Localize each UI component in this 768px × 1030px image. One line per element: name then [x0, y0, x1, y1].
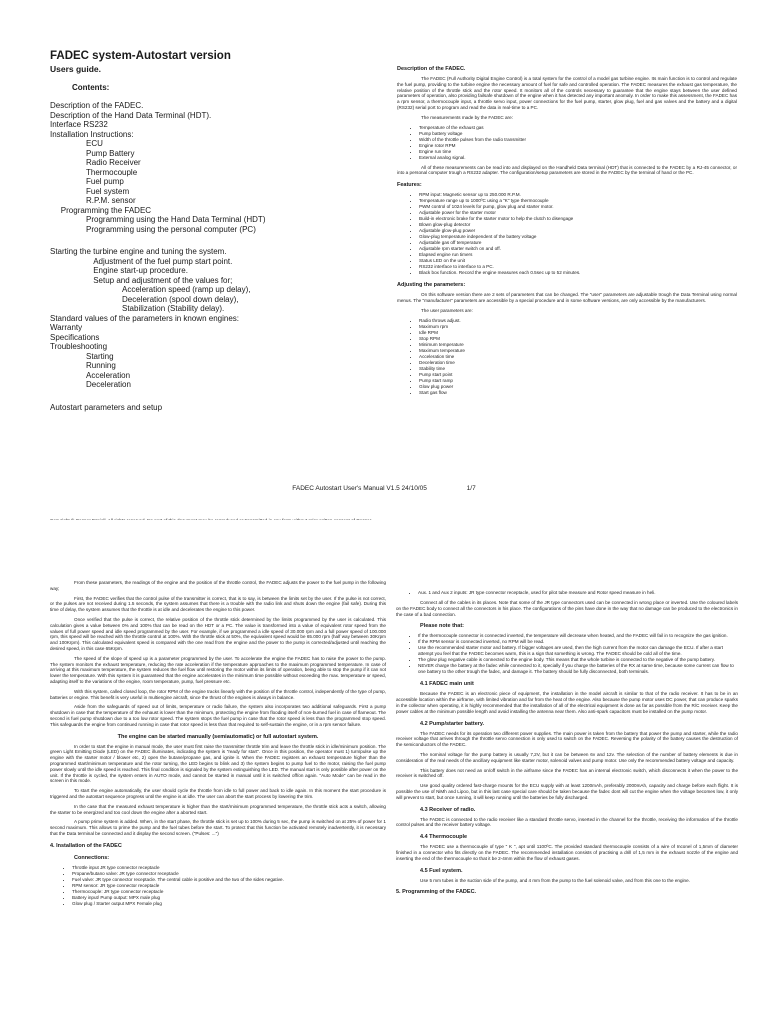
bullet-item: • Elapsed engine run timers	[419, 252, 737, 258]
toc-entry: Interface RS232	[50, 120, 108, 129]
bullet-item: • Aux. 1 and Aux 2 inputs: JR type connector receptacle, used for pilot tube measure and Rotor speed measure in heli.	[418, 590, 738, 596]
toc-entry: Pump Battery	[86, 148, 135, 158]
toc-entry: Description of the FADEC.	[50, 101, 144, 110]
bullet-item: • Engine run time	[419, 149, 737, 155]
body-paragraph: The nominal voltage for the pump battery is usually 7,2V, but it can be between 6v and 12v. The selection of the number of battery elements is due in consideration of the real needs of the ancillary equipment like starter motor, solenoid valves and pump motor. Use only the recommended battery voltage and capacity.	[396, 751, 738, 763]
bullet-item: • Glow plug / Starter output MPX Female plug	[72, 901, 386, 907]
toc-entry: Starting the turbine engine and tuning the system.	[50, 247, 227, 256]
manual-page-2	[0, 560, 768, 1024]
bullet-item: • Engine rotor RPM	[419, 143, 737, 149]
page2-left-column	[50, 580, 386, 1020]
section-heading: 4.2 Pump/starter battery.	[420, 720, 485, 727]
body-paragraph: All of these measurements can be read into and displayed on the Handheld Data terminal (HDT) that is connected to the FADEC by a RJ-45 connector, or into a personal computer trough a RS232 adapter. The configuration/setup parameters are stored in the FADEC by the terminal of hand or the PC.	[397, 164, 737, 176]
table-of-contents	[50, 101, 380, 412]
toc-entry: Engine start-up procedure.	[93, 266, 188, 275]
bullet-item: • Acceleration time	[419, 354, 737, 360]
bullet-item: • Blown glow-plug detector	[419, 222, 737, 228]
bullet-item: • NEVER charge the battery at the fadec while connected to it, specially if you charge the batteries of the RX at same time, because some current can flow to one battery to the other trough the fadec, and damage it. The battery should be fully disconnected, both terminals.	[418, 663, 738, 675]
toc-entry: Radio Receiver	[86, 158, 141, 167]
section-heading: 4. Installation of the FADEC	[50, 842, 122, 849]
bullet-list	[397, 125, 737, 161]
toc-entry: Running	[86, 361, 116, 370]
bullet-list	[396, 633, 738, 675]
bullet-item: • Propane/butano valve: JR type connector receptacle	[72, 871, 386, 877]
body-paragraph: Aside from the safeguards of speed out of limits, temperature or radio failure, the system also incorporates two additional safeguards. First a pump shutdown in case that the temperature of the exhaust is lower than the minimum, protecting the engine from flooding itself of non-burned fuel in case of flameout. The second is fuel pump shutdown due to a too low rotor speed. The system stops the fuel pump in case that the rotor speed is less than the programmed stop speed. This safeguards the engine from continued running in case that rotor speed is less than that required to self-sustain the engine, or in a rpm sensor failure.	[50, 704, 386, 727]
bullet-item: • Battery input/ Pump output: MPX male plug	[72, 895, 386, 901]
toc-entry: Programming the FADEC	[60, 205, 152, 215]
bullet-item: • Adjustable power for the starter motor	[419, 210, 737, 216]
bullet-item: • RS232 interface to interface to a PC.	[419, 264, 737, 270]
bullet-list	[396, 590, 738, 596]
toc-entry: Starting	[86, 351, 114, 361]
bullet-item: • Idle RPM	[419, 330, 737, 336]
bullet-item: • Adjustable glow-plug power	[419, 228, 737, 234]
bullet-item: • Pump battery voltage	[419, 131, 737, 137]
body-paragraph: In order to start the engine in manual mode, the user must first raise the transmitter throttle trim and leave the throttle stick in idle/minimum position. The green Light Emitting Diode (LED) on the FADEC illuminates, indicating the system is "ready for start". Once in this position, the operator must 1) turn/pulse up the engine with the starter motor / blower etc, 2) open the butane/propane gas, and ignite it. When the FADEC registers an exhaust temperature higher than the programmed start/minimum temperature and the rotor turning, the LED begins to blink and 3) the system begins to pump fuel to the motor, raising the fuel pump power slowly until the idle speed is reached. This final condition is signaled by the system extinguishing the LED. The manual start is only possible after power on the unit. If the throttle is cycled, the system enters in AUTO mode, and cannot be started in manual until it is switched off/on again. "Auto Mode" can be read in the screen in this mode.	[50, 743, 386, 784]
toc-entry: Programming using the Hand Data Terminal (HDT)	[86, 215, 266, 224]
section-heading: Connections:	[74, 854, 110, 861]
section-heading: The engine can be started manually (semiautomatic) or full autostart system.	[117, 733, 319, 740]
document-subtitle: Users guide.	[50, 64, 102, 74]
bullet-item: • If the RPM sensor is connected inverted, no RPM will be read.	[418, 639, 738, 645]
page-gap	[0, 520, 768, 560]
page-footer	[0, 485, 768, 492]
bullet-item: • Pump start point	[419, 372, 737, 378]
toc-entry: Fuel pump	[86, 177, 124, 186]
toc-entry: Standard values of the parameters in known engines:	[50, 313, 240, 323]
body-paragraph: Once verified that the pulse is correct, the relative position of the throttle stick determined by the limits programmed by the user is calculated. This calculation gives a value between 0% and 100% that can be read on the HDT or a PC. The value is transformed into a value of equivalent rotor speed from the values of full power speed and idle speed programmed by the user. For example, if we programmed a idle speed of 30.000 rpm and a full power speed of 100.000 rpm, this speed will be reached with the throttle control at 100%. With the throttle stick at 50%, the equivalent speed would be 65.000 rpm (half way between 30Krpm and 100Krpm). This calculated equivalent speed is compared with the one read from the engine and the power to the pump is corrected/adjusted until reaching the desired speed, in this case 65Krpm.	[50, 616, 386, 651]
body-paragraph: The FADEC use a thermocouple of type " K ", apt until 1100ºC. The provided standard thermocouple consists of a wire of Inconel of 1,5mm of diameter finished in a connector who fits directly on the FADEC. The recommended installation consists of practising a drill of 1,5 mm in the exhaust nozzle of the engine and inserting the end of the thermocouple so that it be 2-4mm within the flow of exhaust gases.	[396, 844, 738, 861]
body-paragraph: Use good quality ordered fast-charge mounts for the ECU supply with at least 1200mAh, preferably 2000mAh, capacity and charge before each flight. It is possible the use of NiMh and Lipoo, but in this last case special care should be taken because the fadec dont will cut the engine when the voltage becomes low, it only will prevent to start, but once running, it will keep running until the batteries be fully discharged.	[396, 783, 738, 800]
bullet-item: • Build-in electronic brake for the starter motor to help the clutch to disengage	[419, 216, 737, 222]
toc-entry: Setup and adjustment of the values for;	[93, 275, 233, 285]
bullet-item: • Glow plug power	[419, 384, 737, 390]
bullet-item: • Stop RPM	[419, 336, 737, 342]
footer-text: FADEC Autostart User's Manual V1.5 24/10/05	[292, 485, 427, 492]
toc-entry: Thermocouple	[86, 167, 138, 177]
bullet-list	[397, 192, 737, 276]
toc-entry: Adjustment of the fuel pump start point.	[93, 256, 233, 266]
contents-column	[50, 50, 380, 495]
spacer	[50, 412, 380, 516]
contents-heading: Contents:	[72, 83, 110, 92]
toc-entry: Programming using the personal computer (PC)	[86, 224, 256, 234]
bullet-item: • Maximum rpm	[419, 324, 737, 330]
bullet-item: • Maximum temperature	[419, 348, 737, 354]
toc-entry: Installation Instructions:	[50, 129, 134, 139]
section-heading: 4.3 Receiver of radio.	[420, 806, 476, 813]
toc-entry: Acceleration	[86, 370, 131, 380]
document-title: FADEC system-Autostart version	[50, 50, 231, 62]
bullet-list	[397, 318, 737, 396]
description-column	[397, 60, 737, 480]
section-heading: Description of the FADEC.	[397, 66, 466, 72]
bullet-item: • Thermocouple: JR type connector receptacle	[72, 889, 386, 895]
bullet-item: • External analog signal.	[419, 155, 737, 161]
body-paragraph: Because the FADEC is an electronic piece of equipment, the installation in the model aircraft is similar to that of the radio receiver. It has to be in an accessible location within the airframe, with limited vibration and far from the heat of the engine. Also because the pump motor uses DC power, that can produce sparks in the collector when operating, it is highly recommended that the installation of all of the electrical equipment is done as far as possible from the R/C receiver. Keep the power cables at the minimum possible length and avoid installing the antenna near them. Also anti-spark capacitors must be installed on the pump motor.	[396, 691, 738, 714]
toc-entry: Stabilization (Stability delay).	[122, 304, 225, 313]
body-paragraph: On this software version there are 2 sets of parameters that can be changed. The "user" parameters are adjustable trough the Data Terminal using normal menus. The "manufacturer" parameters are accessible by a special procedure and in some software versions, are only accessible by the manufacturers.	[397, 292, 737, 303]
body-paragraph: Use 5 mm tubes in the suction side of the pump, and 4 mm from the pump to the fuel solenoid valve, and from this one to the engine.	[420, 877, 690, 883]
toc-entry: R.P.M. sensor	[86, 196, 136, 205]
bullet-item: • Black box function. Record the engine measures each 0.5sec up to 52 minutes.	[419, 270, 737, 276]
section-heading: Features:	[397, 182, 422, 189]
bullet-item: • Temperature of the exhaust gas	[419, 125, 737, 131]
bullet-item: • Deceleration time	[419, 360, 737, 366]
toc-entry: Troubleshooting	[50, 342, 108, 351]
section-heading: 5. Programming of the FADEC.	[396, 889, 477, 896]
body-paragraph: Connect all of the cables in its places. Note that some of the JR type connectors used can be connected in wrong place or inverted. Use the coloured labels on the FADEC body to connect all the connectors in his place. The configurations of the pins have done in the way that no damage can be produced to the electronics in the case of a bad connection.	[396, 600, 738, 617]
bullet-item: • Fuel valve: JR type connector receptacle. The central cable is positive and the two of the sides negative.	[72, 877, 386, 883]
toc-entry: Fuel system	[86, 186, 130, 196]
body-paragraph: The measurements made by the FADEC are:	[421, 114, 513, 120]
footer-page-number: 1/7	[466, 485, 476, 492]
toc-entry: Acceleration speed (ramp up delay),	[122, 285, 251, 294]
section-heading: 4.4 Thermocouple	[420, 834, 468, 841]
bullet-item: • Use the recommended starter motor and battery. If bigger voltages are used, then the high current from the motor can damage the ECU. If after a start attempt you feel that the FADEC becomes warm, this is a sign that something is wrong. The FADEC should be cold all of the time.	[418, 645, 738, 657]
bullet-item: • Pump start ramp	[419, 378, 737, 384]
bullet-item: • RPM sensor: JR type connector receptacle	[72, 883, 386, 889]
bullet-item: • Glow-plug temperature independent of the battery voltage	[419, 234, 737, 240]
bullet-list	[50, 865, 386, 907]
body-paragraph: The FADEC is connected to the radio receiver like a standard throttle servo, inserted in the channel for the throttle, receiving the information of the throttle control pulses and the receiver battery voltage.	[396, 816, 738, 828]
bullet-item: • The glow plug negative cable is connected to the engine body. This means that the whole turbine is connected to the negative of the pump battery.	[418, 657, 738, 663]
section-heading: 4.1 FADEC main unit	[420, 681, 474, 688]
bullet-item: • Minimum temperature	[419, 342, 737, 348]
body-paragraph: The user parameters are:	[421, 307, 473, 313]
bullet-item: • Adjustable gas off temperature	[419, 240, 737, 246]
body-paragraph: From these parameters, the readings of the engine and the position of the throttle control, the FADEC adjusts the power to the fuel pump in the following way;	[50, 580, 386, 591]
bullet-item: • RPM input: Magnetic sensor up to 250.000 R.P.M.	[419, 192, 737, 198]
toc-entry: Specifications	[50, 332, 100, 342]
body-paragraph: To start the engine automatically, the user should cycle the throttle from idle to full power and back to idle again. In this moment the start procedure is triggered and the autostart sequence progress until the engine is at idle. The user can abort the start process by lowering the trim.	[50, 788, 386, 799]
bullet-item: • PWM control of 1024 levels for pump, glow plug and starter motor.	[419, 204, 737, 210]
bullet-item: • Temperature range up to 1000ºC using a "K" type thermocouple	[419, 198, 737, 204]
bullet-item: • Start gas flow	[419, 390, 737, 396]
toc-entry: Autostart parameters and setup	[50, 402, 163, 412]
body-paragraph: A pump prime system is added. When, in the start phase, the throttle stick is set up to 100% during 5 sec, the pump is switched on at 25% of power for 1 second maximum. This allows to prime the pump and the fuel tubes before the start. To protect that this function be activated remotely inadvertently, it is necessary that the Data terminal be connected and it display the second screen. ("Pulses: ...")	[50, 819, 386, 836]
toc-entry: Description of the Hand Data Terminal (HDT).	[50, 110, 212, 120]
bullet-item: • Width of the throttle pulses from the radio transmitter	[419, 137, 737, 143]
section-heading: Please note that:	[420, 623, 465, 630]
bullet-item: • Adjustable rpm starter switch on and off.	[419, 246, 737, 252]
page2-right-column	[396, 590, 738, 1030]
toc-entry: ECU	[86, 139, 103, 148]
bullet-item: • Radio throws adjust.	[419, 318, 737, 324]
body-paragraph: With this system, called closed loop, the rotor RPM of the engine tracks linearly with the position of the throttle control, independently of the type of pump, batteries or engine. This benefit is very useful in multiengine aircraft, since the thrust of the engines is always in balance.	[50, 688, 386, 700]
toc-entry: Warranty	[50, 323, 83, 332]
section-heading: 4.5 Fuel system.	[420, 867, 463, 874]
body-paragraph: In the case that the measured exhaust temperature is higher than the start/minimum programmed temperature, the throttle stick acts a switch, allowing the starter to be energized and too cool down the engine after a aborted start.	[50, 803, 386, 815]
bullet-item: • Stability time	[419, 366, 737, 372]
toc-entry: Deceleration (spool down delay),	[122, 294, 239, 304]
bullet-item: • Status LED on the unit	[419, 258, 737, 264]
body-paragraph: The FADEC (Full Authority Digital Engine Control) is a total system for the control of a model gas turbine engine. Its main function is to control and regulate the fuel pump, providing to the turbine engine the necessary amount of fuel for safe and controlled operation. The FADEC measures the exhaust gas temperature, the relative position of the throttle stick and the rotor speed. It monitors all of the controls necessary to guarantee that the engine stays between the user defined parameters of operation, also providing failsafe shutdown of the engine when it has detected any important anomaly. In order to make this assessment, the FADEC has a rpm sensor, a thermocouple input, a throttle servo input, power connections for the fuel pump, starter, glow plug, fuel and gas valves and the battery and a digital (RS232) serial port to program and read the data in real-time to a PC.	[397, 76, 737, 110]
body-paragraph: The speed of the slope of speed up is a parameter programmed by the user. To accelerate the engine the FADEC has to raise the power to the pump. The system monitors the exhaust temperature, reducing the rate acceleration if the temperature approaches to the maximum programmed temperature. In case of arriving at this maximum temperature, the system reduces the fuel flow until restoring the motor within its limits of operation, being able to stop the pump if it can not lower the temperature. With this system it is guaranteed that the engine accelerates in the minimum time possible without exceeding the max. temperature or speed, adapting itself to the variations of the engine, room temperature, pump, fuel pressure etc.	[50, 655, 386, 684]
body-paragraph: First, the FADEC verifies that the control pulse of the transmitter is correct, that is to say, is between the limits set by the user. If the pulse is not correct, or the pulses are not received during 1.5 seconds, the system assumes that there is a trouble with the radio link and shuts down the engine (fail safe). During this time of delay, the system assumes that the throttle is at idle and decelerates the engine to this power.	[50, 595, 386, 613]
body-paragraph: This battery does not need an on/off switch in the airframe since the FADEC has an internal electronic switch, which disconnects it when the power to the receiver is switched off.	[396, 767, 738, 779]
toc-entry: Deceleration	[86, 380, 131, 389]
body-paragraph: The FADEC needs for its operation two different power supplies. The main power is taken from the battery that power the pump and starter, while the radio receiver voltage that arrives through the throttle servo connection is only used to switch on the FADEC. Reversing the polarity of the battery causes the destruction of the semiconductors of the FADEC.	[396, 730, 738, 748]
section-heading: Adjusting the parameters:	[397, 282, 466, 289]
bullet-item: • Throttle input JR type connector receptacle	[72, 865, 386, 871]
bullet-item: • If the thermocouple connector is connected inverted, the temperature will decrease when heated, and the FADEC will fail in to recognize the gas ignition.	[418, 633, 738, 639]
